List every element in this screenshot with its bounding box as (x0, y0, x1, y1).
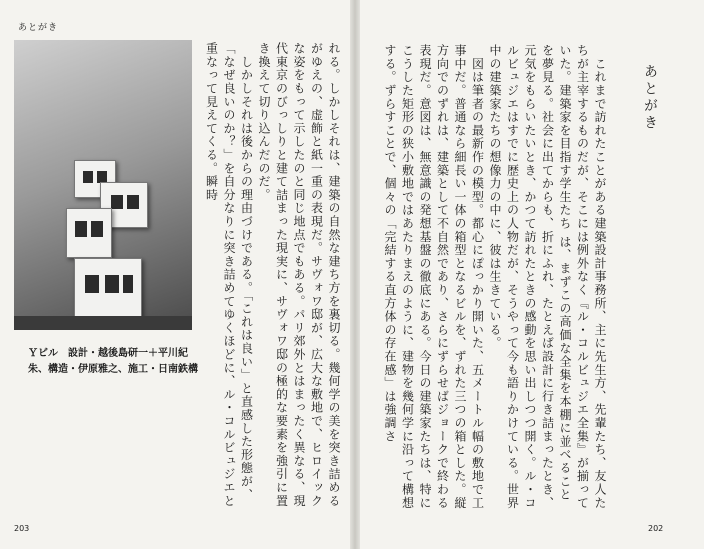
photo-caption: Ｙビル 設計・越後島研一＋平川紀朱、構造・伊原雅之、施工・日南鉄構 (28, 348, 198, 375)
model-photo (14, 40, 192, 330)
model-box-middle (66, 208, 112, 258)
page-number-left: 203 (14, 524, 30, 533)
chapter-title: あとがき (642, 64, 658, 132)
running-head: あとがき (18, 23, 59, 33)
page-number-right: 202 (648, 524, 664, 533)
model-base (14, 316, 192, 330)
book-gutter (350, 0, 360, 549)
right-page-body: これまで訪れたことがある建築設計事務所、主に先生方、先輩たち、友人たちが主宰するものだが、そこには例外なく『ル・コルビュジエ全集』が揃っていた。建築家を目指す学生たち は、まずこの高価な全集を本棚に並べることを夢見る。社会に出てからも、折にふれ、たとえば設計に行き詰まったとき、元気をもらいたいとき、かつて訪れたときの感動を思い出しつつ開く。ル・コルビュジエはすでに歴史上の人物だが、そうやって今も語りかけている。世界中の建築家たちの想像力の中に、彼は生きている。 図は筆者の最新作の模型。都心にぽっかり開いた、五メートル幅の敷地で工事中だ。普通なら細長い一体の箱型となるビルを、ずれた三つの箱とした。縦方向でのずれは、建築として不自然であり、さらにずらせばジョークで終わる表現だ。意図は、無意識の発想基盤の徹底にある。今日の建築家たちは、特にこうした矩形の狭小敷地ではあたりまえのように、建物を幾何学に沿って構想する。ずらすことで、個々の「完結する直方体の存在感」は強調さ (383, 44, 607, 510)
model-box-bottom (74, 258, 142, 320)
left-page-body: れる。しかしそれは、建築の自然な建ち方を裏切る。幾何学の美を突き詰めるがゆえの、虚飾と紙一重の表現だ。サヴォワ邸が、広大な敷地で、ヒロイックな姿をもって示したのと同じ地点でもある。パリ郊外とはまったく異なる、現代東京のびっしりと建て詰まった現実に、サヴォワ邸の極的な要素を強引に置き換えて切り込んだのだ。 しかしそれは後からの理由づけである。「これは良い」と直感した形態が、「なぜ良いのか？」を自分なりに突き詰めてゆくほどに、ル・コルビュジエと重なって見えてくる。瞬時 (204, 42, 341, 508)
